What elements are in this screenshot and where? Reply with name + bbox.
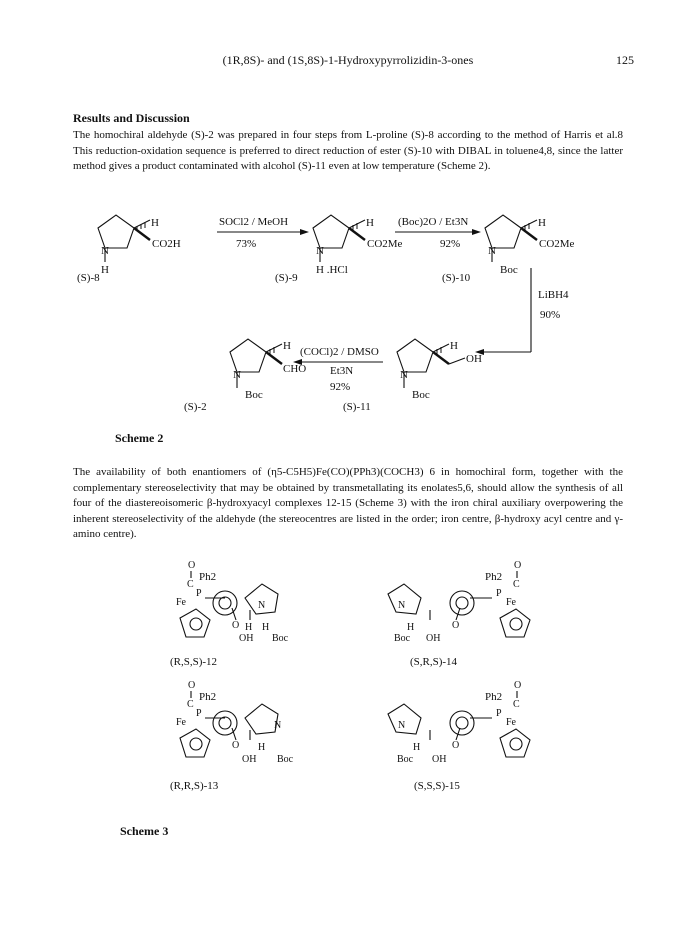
reagent-2: (Boc)2O / Et3N	[398, 216, 469, 228]
group-boc: Boc	[272, 633, 289, 644]
atom-o: O	[232, 740, 240, 751]
reagent-1: SOCl2 / MeOH	[219, 216, 289, 228]
reagent-2-yield: 92%	[440, 238, 461, 250]
paragraph-2: The availability of both enantiomers of (η5-C5H5)Fe(CO)(PPh3)(COCH3) 6 in homochiral form, together with the complementary stereoselectivity that may be obtained by transmetallating its enolates5,6, should allow the synthesis of all four of the diastereoisomeric β-hydroxyacyl complexes 12-15 (Scheme 3) with the iron chiral auxiliary overpowering the inherent stereoselectivity of the aldehyde (the stereocentres are listed in the order; iron centre, β-hydroxy acyl centre and γ-amino centre).	[73, 466, 623, 540]
atom-h: H	[245, 622, 253, 633]
atom-o: O	[452, 740, 460, 751]
atom-p: P	[196, 708, 202, 719]
atom-o: O	[188, 560, 196, 571]
scheme-2-label: Scheme 2	[115, 431, 164, 445]
molecule-s8	[98, 215, 181, 276]
atom-h: H	[450, 340, 458, 352]
label-s10: (S)-10	[442, 272, 471, 284]
page-number: 125	[616, 53, 634, 67]
group-hcl: H .HCl	[316, 264, 348, 276]
atom-p: P	[496, 708, 502, 719]
atom-h: H	[407, 622, 415, 633]
atom-c: C	[187, 699, 194, 710]
molecule-s11	[397, 339, 482, 401]
reagent-4b: Et3N	[330, 365, 354, 377]
molecule-s10	[485, 215, 575, 276]
atom-n: N	[398, 600, 406, 611]
running-title: (1R,8S)- and (1S,8S)-1-Hydroxypyrrolizidin-3-ones	[222, 53, 474, 67]
label-14: (S,R,S)-14	[410, 656, 458, 668]
atom-h: H	[366, 217, 374, 229]
label-s11: (S)-11	[343, 401, 371, 413]
atom-n: N	[316, 245, 324, 257]
atom-h: H	[258, 742, 266, 753]
group-boc: Boc	[412, 389, 430, 401]
atom-fe: Fe	[506, 597, 516, 608]
section-heading: Results and Discussion	[73, 111, 190, 125]
atom-c: C	[513, 579, 520, 590]
atom-h: H	[283, 340, 291, 352]
group-ph2: Ph2	[485, 691, 503, 703]
group-boc: Boc	[245, 389, 263, 401]
reagent-4-yield: 92%	[330, 381, 351, 393]
group-ph2: Ph2	[485, 571, 503, 583]
molecule-s2	[230, 339, 306, 401]
group-ph2: Ph2	[199, 691, 217, 703]
molecule-s9	[313, 215, 403, 276]
atom-fe: Fe	[176, 717, 186, 728]
atom-n: N	[398, 720, 406, 731]
atom-n: N	[101, 245, 109, 257]
atom-n: N	[400, 369, 408, 381]
atom-h: H	[101, 264, 109, 276]
group-oh: OH	[426, 633, 441, 644]
atom-o: O	[452, 620, 460, 631]
atom-n: N	[233, 369, 241, 381]
molecule-15	[388, 680, 530, 765]
group-ph2: Ph2	[199, 571, 217, 583]
atom-o: O	[514, 680, 522, 691]
label-s9: (S)-9	[275, 272, 298, 284]
atom-h: H	[538, 217, 546, 229]
atom-fe: Fe	[506, 717, 516, 728]
reagent-3: LiBH4	[538, 289, 569, 301]
group-oh: OH	[466, 353, 482, 365]
paragraph-1: The homochiral aldehyde (S)-2 was prepared in four steps from L-proline (S)-8 according to the method of Harris et al.8 This reduction-oxidation sequence is preferred to direct reduction of ester (S)-10 with DIBAL in toluene4,8, since the latter method gives a product contaminated with alcohol (S)-11 even at low temperature (Scheme 2).	[73, 129, 623, 172]
atom-n: N	[488, 245, 496, 257]
atom-o: O	[514, 560, 522, 571]
group-co2h: CO2H	[152, 238, 181, 250]
atom-n: N	[258, 600, 266, 611]
label-s2: (S)-2	[184, 401, 207, 413]
label-s8: (S)-8	[77, 272, 100, 284]
group-boc: Boc	[277, 754, 294, 765]
atom-h: H	[413, 742, 421, 753]
atom-c: C	[513, 699, 520, 710]
molecule-14	[388, 560, 530, 644]
reagent-1-yield: 73%	[236, 238, 257, 250]
atom-h: H	[151, 217, 159, 229]
label-12: (R,S,S)-12	[170, 656, 218, 668]
atom-fe: Fe	[176, 597, 186, 608]
group-oh: OH	[432, 754, 447, 765]
atom-h: H	[262, 622, 270, 633]
group-oh: OH	[242, 754, 257, 765]
group-boc: Boc	[394, 633, 411, 644]
group-boc: Boc	[500, 264, 518, 276]
group-co2me: CO2Me	[539, 238, 575, 250]
atom-n: N	[274, 720, 282, 731]
molecule-13	[176, 680, 294, 765]
molecule-12	[176, 560, 289, 644]
atom-o: O	[232, 620, 240, 631]
atom-c: C	[187, 579, 194, 590]
group-oh: OH	[239, 633, 254, 644]
atom-o: O	[188, 680, 196, 691]
group-cho: CHO	[283, 363, 307, 375]
label-15: (S,S,S)-15	[414, 780, 460, 792]
group-co2me: CO2Me	[367, 238, 403, 250]
group-boc: Boc	[397, 754, 414, 765]
scheme-3-label: Scheme 3	[120, 824, 169, 838]
reagent-3-yield: 90%	[540, 309, 561, 321]
atom-p: P	[496, 588, 502, 599]
atom-p: P	[196, 588, 202, 599]
reagent-4: (COCl)2 / DMSO	[300, 346, 379, 358]
label-13: (R,R,S)-13	[170, 780, 219, 792]
